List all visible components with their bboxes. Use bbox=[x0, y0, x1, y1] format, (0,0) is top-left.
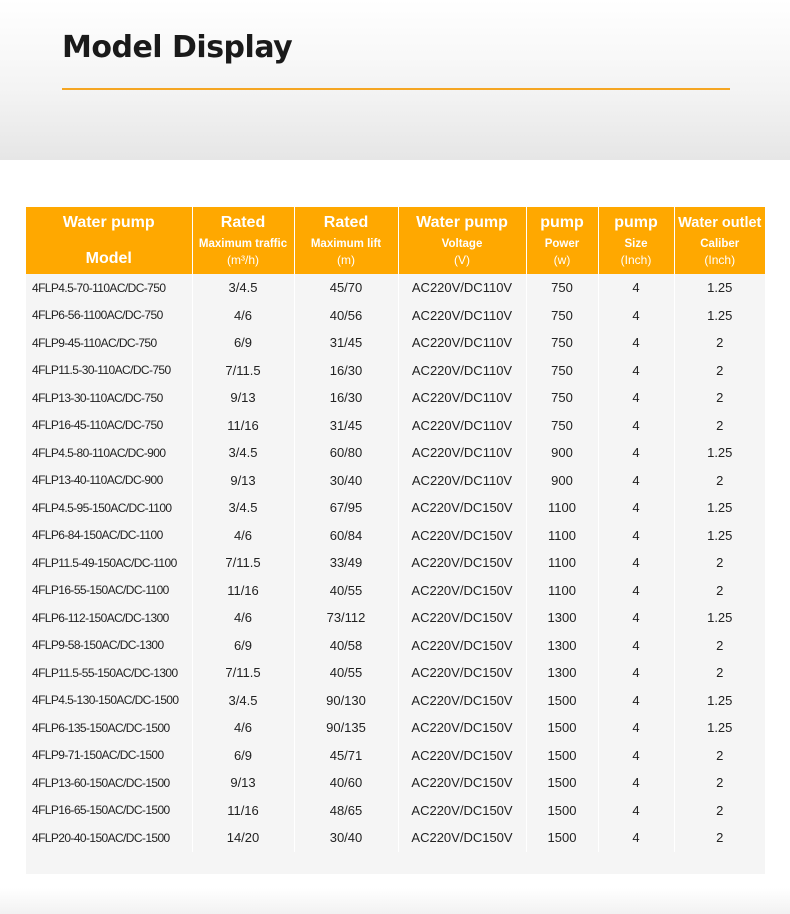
cell-power: 1500 bbox=[526, 714, 598, 742]
cell-power: 1100 bbox=[526, 577, 598, 605]
cell-caliber: 2 bbox=[716, 747, 724, 763]
table-header-row bbox=[26, 207, 765, 274]
header-voltage-sub: Voltage bbox=[441, 238, 483, 250]
header-model-main: Water pump bbox=[62, 214, 155, 231]
cell-lift: 90/135 bbox=[294, 714, 398, 742]
cell-lift: 16/30 bbox=[294, 357, 398, 385]
cell-power: 1300 bbox=[526, 659, 598, 687]
model-table-container bbox=[26, 207, 765, 874]
cell-caliber: 2 bbox=[716, 830, 724, 846]
cell-voltage: AC220V/DC150V bbox=[398, 577, 526, 605]
table-row bbox=[26, 659, 765, 687]
cell-power: 1100 bbox=[526, 494, 598, 522]
cell-size: 4 bbox=[598, 439, 674, 467]
header-caliber-unit: (Inch) bbox=[704, 253, 736, 267]
cell-traffic: 14/20 bbox=[192, 824, 294, 852]
cell-power: 1500 bbox=[526, 797, 598, 825]
cell-traffic: 11/16 bbox=[192, 797, 294, 825]
header-caliber bbox=[674, 207, 765, 274]
cell-size: 4 bbox=[598, 357, 674, 385]
cell-model: 4FLP6-112-150AC/DC-1300 bbox=[26, 604, 192, 632]
header-traffic bbox=[192, 207, 294, 274]
cell-traffic: 7/11.5 bbox=[192, 357, 294, 385]
cell-model: 4FLP4.5-80-110AC/DC-900 bbox=[26, 439, 192, 467]
cell-size: 4 bbox=[598, 467, 674, 495]
cell-power: 750 bbox=[526, 357, 598, 385]
cell-caliber: 2 bbox=[716, 637, 724, 653]
table-body bbox=[26, 274, 765, 852]
cell-lift: 40/55 bbox=[294, 659, 398, 687]
cell-traffic: 11/16 bbox=[192, 577, 294, 605]
cell-traffic: 3/4.5 bbox=[192, 274, 294, 302]
cell-size: 4 bbox=[598, 549, 674, 577]
cell-traffic: 11/16 bbox=[192, 412, 294, 440]
cell-voltage: AC220V/DC150V bbox=[398, 742, 526, 770]
header-voltage bbox=[398, 207, 526, 274]
header-traffic-unit: (m³/h) bbox=[227, 253, 259, 267]
header-power-unit: (w) bbox=[553, 253, 571, 267]
title-underline bbox=[62, 88, 730, 90]
cell-voltage: AC220V/DC110V bbox=[398, 329, 526, 357]
cell-size: 4 bbox=[598, 824, 674, 852]
cell-size: 4 bbox=[598, 274, 674, 302]
cell-caliber: 2 bbox=[716, 390, 724, 406]
cell-caliber: 1.25 bbox=[707, 610, 733, 626]
cell-traffic: 7/11.5 bbox=[192, 549, 294, 577]
table-row bbox=[26, 522, 765, 550]
table-row bbox=[26, 412, 765, 440]
cell-size: 4 bbox=[598, 522, 674, 550]
cell-lift: 30/40 bbox=[294, 467, 398, 495]
cell-voltage: AC220V/DC150V bbox=[398, 687, 526, 715]
header-lift-sub: Maximum lift bbox=[310, 238, 382, 250]
cell-caliber: 2 bbox=[716, 802, 724, 818]
cell-model: 4FLP16-45-110AC/DC-750 bbox=[26, 412, 192, 440]
cell-voltage: AC220V/DC110V bbox=[398, 467, 526, 495]
cell-power: 1300 bbox=[526, 604, 598, 632]
cell-traffic: 4/6 bbox=[192, 522, 294, 550]
table-row bbox=[26, 494, 765, 522]
cell-model: 4FLP13-30-110AC/DC-750 bbox=[26, 384, 192, 412]
cell-voltage: AC220V/DC150V bbox=[398, 632, 526, 660]
table-row bbox=[26, 357, 765, 385]
cell-model: 4FLP6-84-150AC/DC-1100 bbox=[26, 522, 192, 550]
cell-voltage: AC220V/DC110V bbox=[398, 412, 526, 440]
cell-model: 4FLP4.5-130-150AC/DC-1500 bbox=[26, 687, 192, 715]
cell-voltage: AC220V/DC150V bbox=[398, 714, 526, 742]
cell-caliber: 1.25 bbox=[707, 445, 733, 461]
header-voltage-main: Water pump bbox=[416, 214, 508, 231]
cell-model: 4FLP11.5-55-150AC/DC-1300 bbox=[26, 659, 192, 687]
cell-size: 4 bbox=[598, 659, 674, 687]
header-power-main: pump bbox=[540, 214, 584, 231]
cell-caliber: 2 bbox=[716, 417, 724, 433]
cell-power: 750 bbox=[526, 302, 598, 330]
table-row bbox=[26, 824, 765, 852]
cell-size: 4 bbox=[598, 714, 674, 742]
table-row bbox=[26, 274, 765, 302]
cell-caliber: 1.25 bbox=[707, 720, 733, 736]
header-size-main: pump bbox=[614, 214, 658, 231]
cell-lift: 40/56 bbox=[294, 302, 398, 330]
cell-voltage: AC220V/DC150V bbox=[398, 824, 526, 852]
cell-lift: 45/71 bbox=[294, 742, 398, 770]
cell-caliber: 2 bbox=[716, 472, 724, 488]
cell-model: 4FLP9-58-150AC/DC-1300 bbox=[26, 632, 192, 660]
cell-caliber: 2 bbox=[716, 362, 724, 378]
cell-model: 4FLP6-56-1100AC/DC-750 bbox=[26, 302, 192, 330]
cell-size: 4 bbox=[598, 577, 674, 605]
table-row bbox=[26, 439, 765, 467]
cell-caliber: 2 bbox=[716, 582, 724, 598]
cell-lift: 40/58 bbox=[294, 632, 398, 660]
cell-power: 1100 bbox=[526, 549, 598, 577]
cell-voltage: AC220V/DC150V bbox=[398, 659, 526, 687]
table-row bbox=[26, 769, 765, 797]
header-traffic-sub: Maximum traffic bbox=[198, 238, 288, 250]
cell-power: 1500 bbox=[526, 824, 598, 852]
cell-caliber: 1.25 bbox=[707, 527, 733, 543]
cell-size: 4 bbox=[598, 797, 674, 825]
cell-power: 750 bbox=[526, 329, 598, 357]
cell-lift: 60/80 bbox=[294, 439, 398, 467]
cell-size: 4 bbox=[598, 687, 674, 715]
cell-power: 1500 bbox=[526, 742, 598, 770]
cell-size: 4 bbox=[598, 604, 674, 632]
table-row bbox=[26, 549, 765, 577]
cell-traffic: 6/9 bbox=[192, 742, 294, 770]
cell-size: 4 bbox=[598, 632, 674, 660]
cell-power: 1300 bbox=[526, 632, 598, 660]
cell-voltage: AC220V/DC150V bbox=[398, 549, 526, 577]
cell-size: 4 bbox=[598, 412, 674, 440]
cell-model: 4FLP13-60-150AC/DC-1500 bbox=[26, 769, 192, 797]
cell-voltage: AC220V/DC150V bbox=[398, 769, 526, 797]
header-caliber-sub: Caliber bbox=[700, 238, 740, 250]
header-model bbox=[26, 207, 192, 274]
cell-size: 4 bbox=[598, 329, 674, 357]
cell-model: 4FLP4.5-95-150AC/DC-1100 bbox=[26, 494, 192, 522]
cell-caliber: 2 bbox=[716, 555, 724, 571]
cell-model: 4FLP6-135-150AC/DC-1500 bbox=[26, 714, 192, 742]
table-row bbox=[26, 329, 765, 357]
cell-lift: 33/49 bbox=[294, 549, 398, 577]
cell-voltage: AC220V/DC150V bbox=[398, 494, 526, 522]
cell-lift: 31/45 bbox=[294, 412, 398, 440]
table-row bbox=[26, 714, 765, 742]
cell-power: 900 bbox=[526, 467, 598, 495]
cell-traffic: 6/9 bbox=[192, 632, 294, 660]
cell-power: 1500 bbox=[526, 687, 598, 715]
cell-model: 4FLP11.5-30-110AC/DC-750 bbox=[26, 357, 192, 385]
cell-caliber: 1.25 bbox=[707, 280, 733, 296]
cell-power: 1500 bbox=[526, 769, 598, 797]
cell-size: 4 bbox=[598, 494, 674, 522]
cell-traffic: 3/4.5 bbox=[192, 439, 294, 467]
cell-size: 4 bbox=[598, 769, 674, 797]
header-size bbox=[598, 207, 674, 274]
cell-voltage: AC220V/DC150V bbox=[398, 522, 526, 550]
table-row bbox=[26, 384, 765, 412]
header-voltage-unit: (V) bbox=[454, 253, 470, 267]
cell-traffic: 4/6 bbox=[192, 302, 294, 330]
cell-size: 4 bbox=[598, 384, 674, 412]
cell-voltage: AC220V/DC110V bbox=[398, 274, 526, 302]
cell-power: 900 bbox=[526, 439, 598, 467]
header-lift-main: Rated bbox=[323, 214, 369, 231]
header-lift bbox=[294, 207, 398, 274]
cell-voltage: AC220V/DC150V bbox=[398, 797, 526, 825]
header-traffic-main: Rated bbox=[220, 214, 266, 231]
cell-model: 4FLP11.5-49-150AC/DC-1100 bbox=[26, 549, 192, 577]
cell-model: 4FLP4.5-70-110AC/DC-750 bbox=[26, 274, 192, 302]
header-model-bottom: Model bbox=[85, 250, 132, 267]
cell-model: 4FLP9-71-150AC/DC-1500 bbox=[26, 742, 192, 770]
cell-traffic: 4/6 bbox=[192, 604, 294, 632]
cell-lift: 60/84 bbox=[294, 522, 398, 550]
cell-model: 4FLP13-40-110AC/DC-900 bbox=[26, 467, 192, 495]
cell-power: 750 bbox=[526, 412, 598, 440]
cell-lift: 16/30 bbox=[294, 384, 398, 412]
cell-traffic: 4/6 bbox=[192, 714, 294, 742]
cell-lift: 40/55 bbox=[294, 577, 398, 605]
cell-traffic: 9/13 bbox=[192, 467, 294, 495]
cell-lift: 48/65 bbox=[294, 797, 398, 825]
cell-caliber: 1.25 bbox=[707, 307, 733, 323]
table-row bbox=[26, 467, 765, 495]
table-row bbox=[26, 742, 765, 770]
cell-lift: 45/70 bbox=[294, 274, 398, 302]
cell-power: 1100 bbox=[526, 522, 598, 550]
cell-model: 4FLP16-65-150AC/DC-1500 bbox=[26, 797, 192, 825]
cell-traffic: 9/13 bbox=[192, 769, 294, 797]
table-row bbox=[26, 687, 765, 715]
cell-size: 4 bbox=[598, 742, 674, 770]
cell-lift: 40/60 bbox=[294, 769, 398, 797]
header-caliber-main: Water outlet bbox=[678, 215, 762, 231]
cell-size: 4 bbox=[598, 302, 674, 330]
table-row bbox=[26, 632, 765, 660]
cell-voltage: AC220V/DC110V bbox=[398, 439, 526, 467]
cell-lift: 90/130 bbox=[294, 687, 398, 715]
cell-lift: 73/112 bbox=[294, 604, 398, 632]
cell-caliber: 1.25 bbox=[707, 500, 733, 516]
table-row bbox=[26, 577, 765, 605]
cell-traffic: 9/13 bbox=[192, 384, 294, 412]
cell-voltage: AC220V/DC150V bbox=[398, 604, 526, 632]
page-title: Model Display bbox=[62, 30, 293, 65]
cell-traffic: 3/4.5 bbox=[192, 687, 294, 715]
cell-model: 4FLP20-40-150AC/DC-1500 bbox=[26, 824, 192, 852]
table-row bbox=[26, 797, 765, 825]
header-size-sub: Size bbox=[624, 238, 648, 250]
cell-caliber: 2 bbox=[716, 665, 724, 681]
cell-power: 750 bbox=[526, 274, 598, 302]
header-banner bbox=[0, 0, 790, 160]
cell-model: 4FLP9-45-110AC/DC-750 bbox=[26, 329, 192, 357]
cell-voltage: AC220V/DC110V bbox=[398, 302, 526, 330]
cell-voltage: AC220V/DC110V bbox=[398, 384, 526, 412]
table-row bbox=[26, 604, 765, 632]
cell-model: 4FLP16-55-150AC/DC-1100 bbox=[26, 577, 192, 605]
cell-power: 750 bbox=[526, 384, 598, 412]
cell-caliber: 1.25 bbox=[707, 692, 733, 708]
header-power bbox=[526, 207, 598, 274]
cell-voltage: AC220V/DC110V bbox=[398, 357, 526, 385]
table-row bbox=[26, 302, 765, 330]
model-table bbox=[26, 207, 765, 852]
header-size-unit: (Inch) bbox=[620, 253, 652, 267]
cell-caliber: 2 bbox=[716, 775, 724, 791]
cell-lift: 30/40 bbox=[294, 824, 398, 852]
cell-lift: 31/45 bbox=[294, 329, 398, 357]
header-lift-unit: (m) bbox=[337, 253, 355, 267]
cell-traffic: 3/4.5 bbox=[192, 494, 294, 522]
cell-traffic: 7/11.5 bbox=[192, 659, 294, 687]
cell-traffic: 6/9 bbox=[192, 329, 294, 357]
cell-lift: 67/95 bbox=[294, 494, 398, 522]
header-power-sub: Power bbox=[544, 238, 580, 250]
bottom-fade bbox=[0, 888, 790, 914]
cell-caliber: 2 bbox=[716, 335, 724, 351]
